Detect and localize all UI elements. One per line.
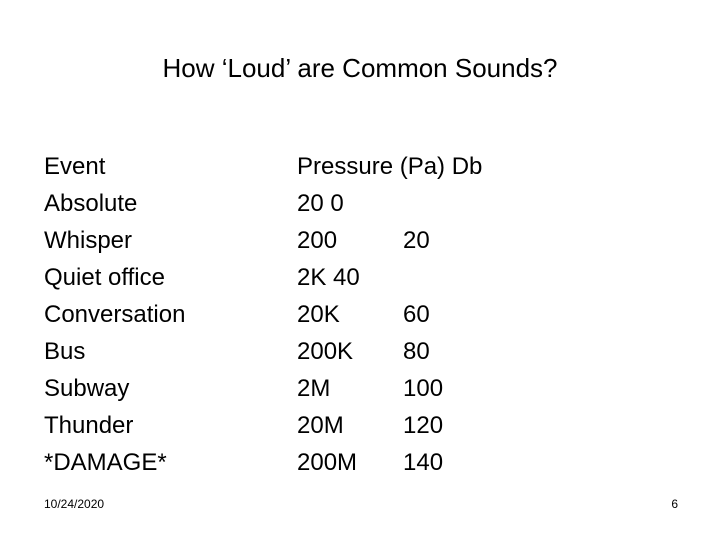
pressure-cell: 2M [297,375,331,402]
db-cell: 100 [403,375,444,402]
db-cell: 140 [403,449,444,476]
db-cell [403,259,443,296]
event-cell: Subway [44,375,130,402]
event-header: Event [44,153,106,180]
db-cell: 80 [403,338,430,365]
db-cell: 20 [403,227,430,254]
pressure-header: Pressure (Pa) Db [297,153,483,180]
event-cell: Absolute [44,190,138,217]
pressure-column [297,148,482,481]
event-cell: Quiet office [44,264,165,291]
db-cell: 120 [403,412,444,439]
event-cell: Whisper [44,227,133,254]
event-column [44,148,185,481]
pressure-cell: 20K [297,301,340,328]
event-cell: Thunder [44,412,134,439]
db-cell [403,148,443,185]
page-number: 6 [671,497,678,511]
db-column [403,148,443,481]
pressure-cell: 2K 40 [297,264,360,291]
event-cell: *DAMAGE* [44,449,167,476]
pressure-cell: 200 [297,227,338,254]
pressure-cell: 20M [297,412,344,439]
db-cell [403,185,443,222]
footer-date: 10/24/2020 [44,497,105,511]
event-cell: Conversation [44,301,186,328]
pressure-cell: 200M [297,449,358,476]
slide-title: How ‘Loud’ are Common Sounds? [162,53,558,83]
event-cell: Bus [44,338,86,365]
pressure-cell: 20 0 [297,190,344,217]
db-cell: 60 [403,301,430,328]
pressure-cell: 200K [297,338,354,365]
